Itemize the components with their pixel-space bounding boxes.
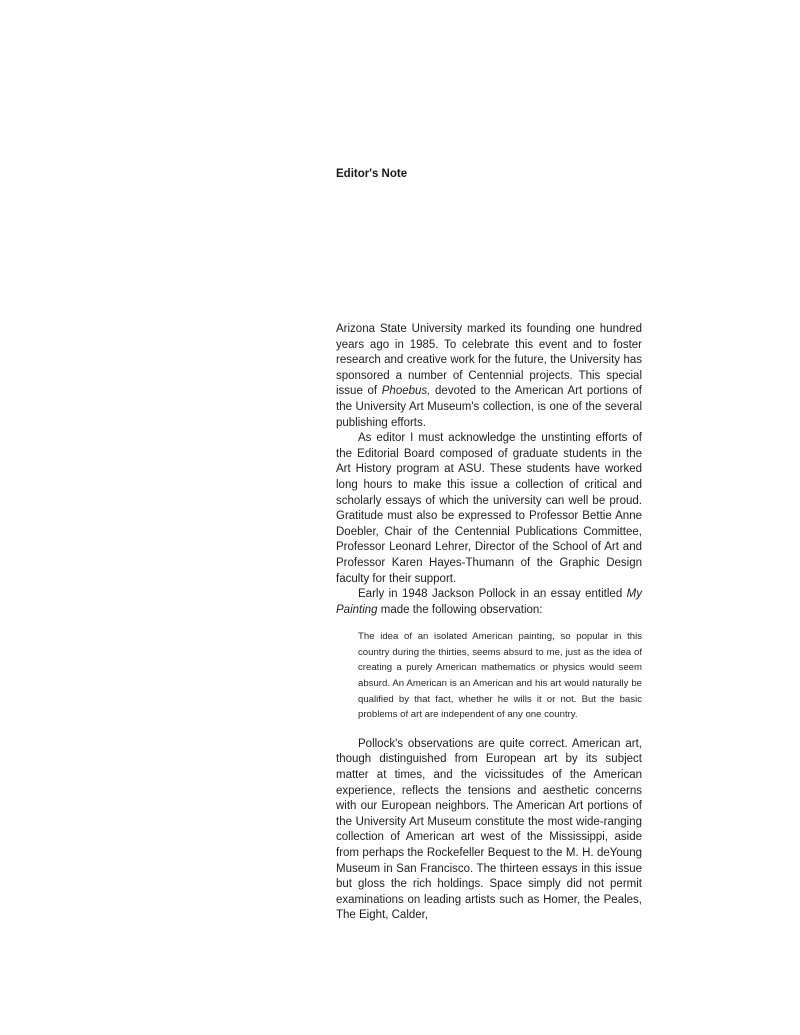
paragraph-intro-text-rest: devoted to the American Art portions of the University Art Museum's collection, is one of the several publishing efforts. bbox=[336, 385, 642, 429]
paragraph-pollock-text-rest: made the following observation: bbox=[377, 603, 543, 616]
paragraph-observations: Pollock's observations are quite correct. American art, though distinguished from European art by its subject matter at times, and the vicissitudes of the American experience, reflects the tensions and aesthetic concerns with our European neighbors. The American Art portions of the University Art Museum constitute the most wide-ranging collection of American art west of the Mississippi, aside from perhaps the Rockefeller Bequest to the M. H. deYoung Museum in San Francisco. The thirteen essays in this issue but gloss the rich holdings. Space simply did not permit examinations on leading artists such as Homer, the Peales, The Eight, Calder, bbox=[336, 737, 642, 922]
essay-title: My Painting bbox=[336, 588, 642, 616]
page-heading: Editor's Note bbox=[336, 168, 408, 180]
body-text-column bbox=[336, 322, 642, 924]
paragraph-pollock-intro bbox=[336, 587, 642, 618]
journal-title: Phoebus, bbox=[381, 385, 431, 398]
paragraph-acknowledgements: As editor I must acknowledge the unstinting efforts of the Editorial Board composed of graduate students in the Art History program at ASU. These students have worked long hours to make this issue a collection of critical and scholarly essays of which the university can well be proud. Gratitude must also be expressed to Professor Bettie Anne Doebler, Chair of the Centennial Publications Committee, Professor Leonard Lehrer, Director of the School of Art and Professor Karen Hayes-Thumann of the Graphic Design faculty for their support. bbox=[336, 432, 642, 585]
paragraph-pollock-text: Early in 1948 Jackson Pollock in an essay entitled bbox=[358, 588, 627, 601]
paragraph-intro-text: Arizona State University marked its founding one hundred years ago in 1985. To celebrate this event and to foster research and creative work for the future, the University has sponsored a number of Centennial projects. This special issue of bbox=[336, 323, 642, 398]
block-quote: The idea of an isolated American painting, so popular in this country during the thirties, seems absurd to me, just as the idea of creating a purely American mathematics or physics would seem absurd. An American is an American and his art would naturally be qualified by that fact, whether he wills it or not. But the basic problems of art are independent of any one country. bbox=[358, 631, 642, 721]
paragraph-intro bbox=[336, 322, 642, 431]
